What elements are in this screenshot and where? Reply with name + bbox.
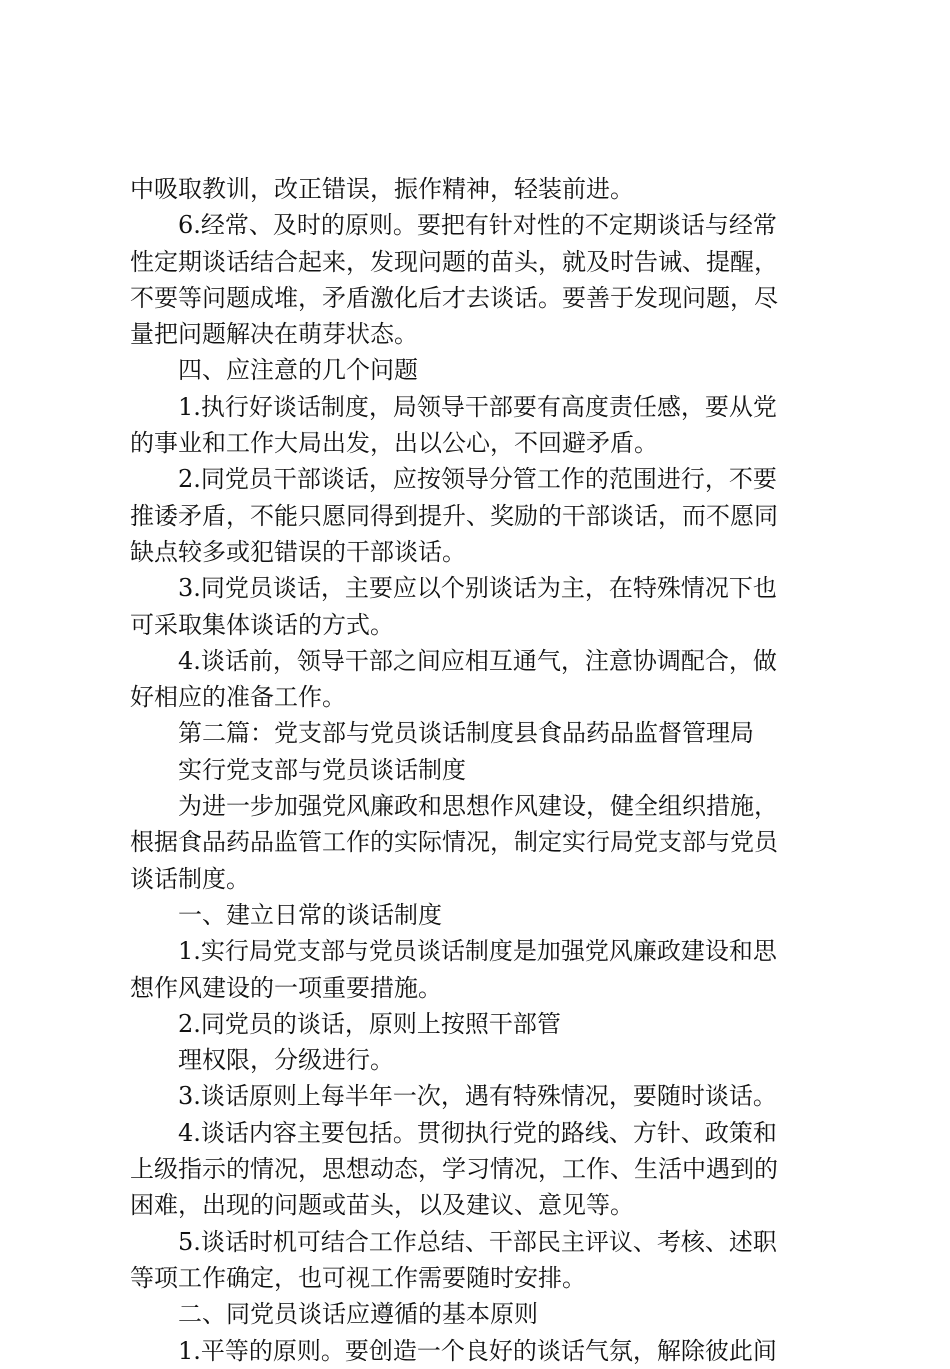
section-heading: 二、同党员谈话应遵循的基本原则 [130, 1300, 538, 1329]
paragraph: 5.谈话时机可结合工作总结、干部民主评议、考核、述职 等项工作确定，也可视工作需要随时安排。 [130, 1227, 777, 1292]
paragraph: 1.执行好谈话制度，局领导干部要有高度责任感，要从党 的事业和工作大局出发，出以公心，不回避矛盾。 [130, 392, 777, 458]
paragraph: 为进一步加强党风廉政和思想作风建设，健全组织措施， 根据食品药品监管工作的实际情况，制定实行局党支部与党员 谈话制度。 [130, 792, 778, 893]
paragraph: 4.谈话内容主要包括。贯彻执行党的路线、方针、政策和 上级指示的情况，思想动态，学习情况，工作、生活中遇到的 困难，出现的问题或苗头，以及建议、意见等。 [130, 1118, 778, 1220]
paragraph: 1.实行局党支部与党员谈话制度是加强党风廉政建设和思 想作风建设的一项重要措施。 [130, 937, 777, 1002]
paragraph: 2.同党员的谈话，原则上按照干部管 [130, 1009, 561, 1038]
paragraph: 4.谈话前，领导干部之间应相互通气，注意协调配合，做 好相应的准备工作。 [130, 646, 777, 712]
paragraph: 中吸取教训，改正错误，振作精神，轻装前进。 [130, 175, 634, 203]
document-body [130, 171, 830, 1369]
section-heading: 一、建立日常的谈话制度 [130, 900, 442, 929]
section-heading: 四、应注意的几个问题 [130, 356, 418, 385]
paragraph: 理权限，分级进行。 [130, 1046, 394, 1075]
paragraph: 2.同党员干部谈话，应按领导分管工作的范围进行，不要 推诿矛盾，不能只愿同得到提升、奖励的干部谈话，而不愿同 缺点较多或犯错误的干部谈话。 [130, 465, 778, 566]
paragraph: 1.平等的原则。要创造一个良好的谈话气氛，解除彼此间 [130, 1336, 777, 1365]
chapter-title: 第二篇：党支部与党员谈话制度县食品药品监督管理局 [130, 719, 754, 748]
paragraph: 3.谈话原则上每半年一次，遇有特殊情况，要随时谈话。 [130, 1082, 777, 1111]
paragraph: 3.同党员谈话，主要应以个别谈话为主，在特殊情况下也 可采取集体谈话的方式。 [130, 574, 777, 639]
chapter-subtitle: 实行党支部与党员谈话制度 [130, 755, 466, 784]
paragraph: 6.经常、及时的原则。要把有针对性的不定期谈话与经常 性定期谈话结合起来，发现问题的苗头，就及时告诫、提醒， 不要等问题成堆，矛盾激化后才去谈话。要善于发现问题，尽 量把问题解决在萌芽状态。 [130, 211, 778, 349]
